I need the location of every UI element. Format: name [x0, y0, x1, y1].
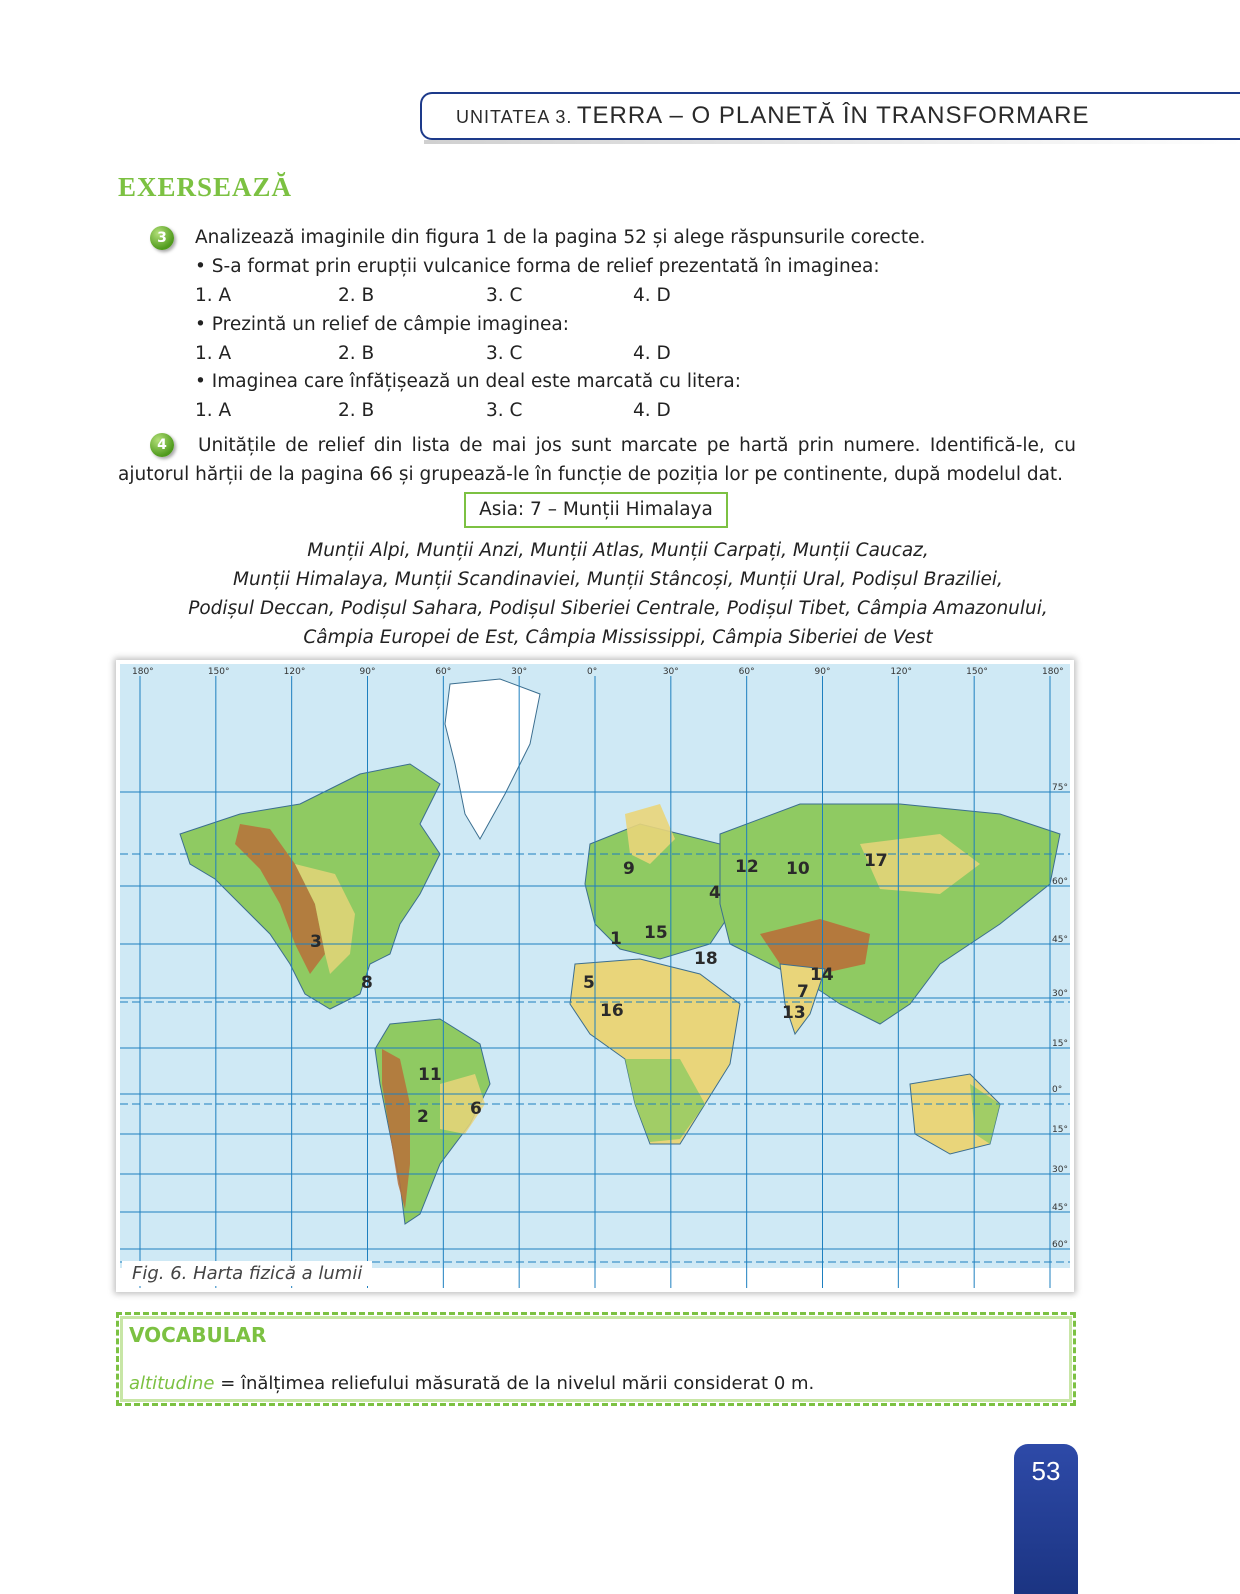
longitude-label: 180° — [132, 667, 154, 677]
latitude-label: 60° — [1052, 877, 1068, 887]
header-shadow — [424, 140, 1240, 144]
q3-option-c: 3. C — [486, 400, 523, 421]
marker-14: 14 — [810, 965, 834, 985]
latitude-label: 0° — [1052, 1085, 1063, 1095]
longitude-label: 180° — [1042, 667, 1064, 677]
longitude-label: 120° — [890, 667, 913, 677]
page-number: 53 — [1014, 1444, 1078, 1594]
vocabulary-definition-text: = înălțimea reliefului măsurată de la nivelul mării considerat 0 m. — [214, 1373, 815, 1394]
latitude-label: 30° — [1052, 989, 1068, 999]
q3-option-b: 2. B — [338, 400, 375, 421]
q1-option-d: 4. D — [633, 285, 671, 306]
marker-13: 13 — [782, 1003, 806, 1023]
marker-3: 3 — [310, 932, 322, 952]
latitude-label: 15° — [1052, 1125, 1068, 1135]
relief-list-line-3: Podișul Deccan, Podișul Sahara, Podișul Siberiei Centrale, Podișul Tibet, Câmpia Amazonului, — [188, 598, 1048, 619]
q2-option-a: 1. A — [195, 343, 232, 364]
q2-option-c: 3. C — [486, 343, 523, 364]
longitude-label: 0° — [587, 667, 598, 677]
marker-11: 11 — [418, 1065, 442, 1085]
question-2-text: • Prezintă un relief de câmpie imaginea: — [195, 314, 569, 335]
exercise-3-intro: Analizează imaginile din figura 1 de la pagina 52 și alege răspunsurile corecte. — [195, 227, 926, 248]
longitude-label: 120° — [283, 667, 306, 677]
unit-header — [456, 102, 1089, 130]
vocabulary-box — [116, 1312, 1076, 1406]
longitude-label: 150° — [207, 667, 230, 677]
model-answer-box: Asia: 7 – Munții Himalaya — [464, 492, 728, 528]
longitude-label: 30° — [511, 667, 528, 677]
relief-list-line-2: Munții Himalaya, Munții Scandinaviei, Munții Stâncoși, Munții Ural, Podișul Braziliei, — [233, 569, 1003, 590]
unit-title: TERRA – O PLANETĂ ÎN TRANSFORMARE — [576, 102, 1090, 129]
marker-4: 4 — [709, 883, 721, 903]
marker-9: 9 — [623, 859, 635, 879]
world-physical-map — [116, 660, 1074, 1292]
vocabulary-title: VOCABULAR — [129, 1323, 267, 1347]
longitude-label: 30° — [662, 667, 679, 677]
marker-15: 15 — [644, 923, 668, 943]
exercise-4-badge: 4 — [150, 433, 174, 457]
q2-option-b: 2. B — [338, 343, 375, 364]
exercise-3-badge: 3 — [150, 226, 174, 250]
latitude-label: 45° — [1052, 1203, 1068, 1213]
q1-option-b: 2. B — [338, 285, 375, 306]
latitude-label: 45° — [1052, 935, 1068, 945]
marker-1: 1 — [610, 929, 622, 949]
longitude-label: 150° — [966, 667, 988, 677]
longitude-label: 60° — [435, 667, 452, 677]
latitude-label: 15° — [1052, 1039, 1068, 1049]
vocabulary-term: altitudine — [129, 1373, 215, 1394]
section-title: EXERSEAZĂ — [118, 172, 293, 202]
marker-10: 10 — [786, 859, 810, 879]
unit-prefix: UNITATEA 3. — [456, 107, 573, 127]
question-3-text: • Imaginea care înfățișează un deal este marcată cu litera: — [195, 371, 741, 392]
longitude-label: 90° — [359, 667, 376, 677]
longitude-label: 90° — [814, 667, 831, 677]
q3-option-d: 4. D — [633, 400, 671, 421]
relief-list-line-1: Munții Alpi, Munții Anzi, Munții Atlas, Munții Carpați, Munții Caucaz, — [307, 540, 929, 561]
exercise-4-text: Unitățile de relief din lista de mai jos sunt marcate pe hartă prin numere. Identifică-le, cu ajutorul hărții de la pagina 66 și grupează-le în funcție de poziția lor pe continente, după modelul dat. — [118, 435, 1076, 485]
marker-6: 6 — [470, 1099, 482, 1119]
vocabulary-definition — [129, 1373, 814, 1394]
marker-5: 5 — [583, 973, 595, 993]
marker-12: 12 — [735, 857, 759, 877]
relief-list-line-4: Câmpia Europei de Est, Câmpia Mississippi, Câmpia Siberiei de Vest — [303, 627, 933, 648]
marker-7: 7 — [797, 982, 809, 1002]
marker-17: 17 — [864, 851, 888, 871]
longitude-label: 60° — [738, 667, 755, 677]
map-svg — [120, 664, 1070, 1288]
marker-2: 2 — [417, 1107, 429, 1127]
latitude-label: 30° — [1052, 1165, 1068, 1175]
question-1-text: • S-a format prin erupții vulcanice forma de relief prezentată în imaginea: — [195, 256, 880, 277]
map-caption: Fig. 6. Harta fizică a lumii — [122, 1261, 372, 1286]
marker-18: 18 — [694, 949, 718, 969]
q3-option-a: 1. A — [195, 400, 232, 421]
latitude-label: 75° — [1052, 783, 1068, 793]
q2-option-d: 4. D — [633, 343, 671, 364]
latitude-label: 60° — [1052, 1240, 1068, 1250]
marker-8: 8 — [361, 973, 373, 993]
marker-16: 16 — [600, 1001, 624, 1021]
relief-units-list — [118, 536, 1118, 652]
q1-option-a: 1. A — [195, 285, 232, 306]
q1-option-c: 3. C — [486, 285, 523, 306]
